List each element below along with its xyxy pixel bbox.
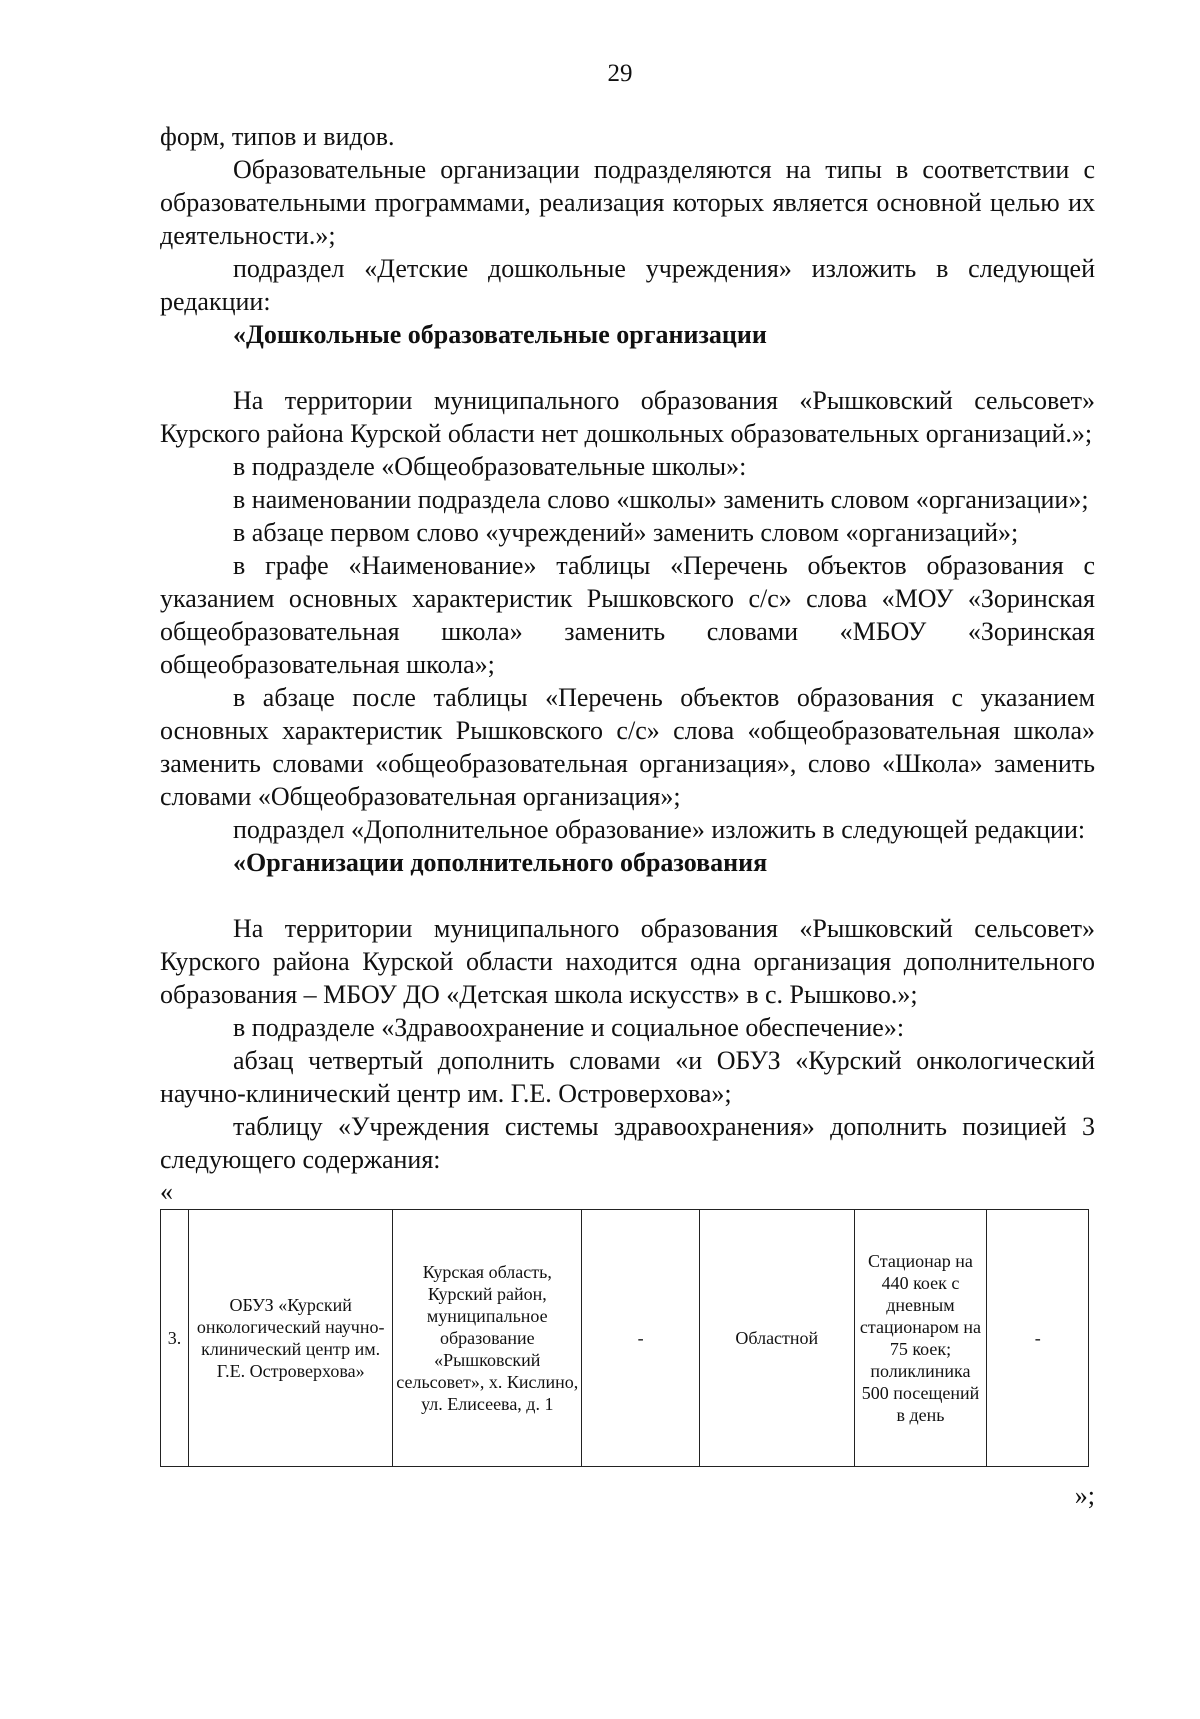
section-heading-additional-education: «Организации дополнительного образования	[233, 848, 768, 877]
paragraph: в абзаце после таблицы «Перечень объектов образования с указанием основных характеристик Рышковского с/с» слова «общеобразовательная школа» заменить словами «общеобразовательная организация», слово «Школа» заменить словами «Общеобразовательная организация»;	[160, 683, 1095, 811]
paragraph: подраздел «Детские дошкольные учреждения» изложить в следующей редакции:	[160, 254, 1095, 316]
paragraph: в подразделе «Здравоохранение и социальное обеспечение»:	[233, 1013, 905, 1042]
table-row	[161, 1210, 1089, 1467]
table-cell-empty: -	[582, 1210, 700, 1467]
paragraph: в подразделе «Общеобразовательные школы»:	[233, 452, 747, 481]
table-cell-empty: -	[987, 1210, 1089, 1467]
section-heading-preschool: «Дошкольные образовательные организации	[233, 320, 767, 349]
table-cell-level: Областной	[700, 1210, 854, 1467]
paragraph: таблицу «Учреждения системы здравоохранения» дополнить позицией 3 следующего содержания:	[160, 1112, 1095, 1174]
closing-quote-mark: »;	[1074, 1481, 1095, 1510]
paragraph: На территории муниципального образования «Рышковский сельсовет» Курского района Курской области нет дошкольных образовательных организаций.»;	[160, 386, 1095, 448]
paragraph: абзац четвертый дополнить словами «и ОБУЗ «Курский онкологический научно-клинический центр им. Г.Е. Островерхова»;	[160, 1046, 1095, 1108]
table-cell-name: ОБУЗ «Курский онкологический научно-клинический центр им. Г.Е. Островерхова»	[189, 1210, 393, 1467]
paragraph: На территории муниципального образования «Рышковский сельсовет» Курского района Курской области находится одна организация дополнительного образования – МБОУ ДО «Детская школа искусств» в с. Рышково.»;	[160, 914, 1095, 1009]
paragraph: в абзаце первом слово «учреждений» заменить словом «организаций»;	[233, 518, 1019, 547]
paragraph: подраздел «Дополнительное образование» изложить в следующей редакции:	[233, 815, 1086, 844]
paragraph: Образовательные организации подразделяются на типы в соответствии с образовательными программами, реализация которых является основной целью их деятельности.»;	[160, 155, 1095, 250]
table-cell-capacity: Стационар на 440 коек с дневным стационаром на 75 коек; поликлиника 500 посещений в день	[854, 1210, 987, 1467]
paragraph: в наименовании подраздела слово «школы» заменить словом «организации»;	[233, 485, 1089, 514]
document-body	[160, 120, 1095, 1512]
paragraph: форм, типов и видов.	[160, 122, 395, 151]
healthcare-institutions-table	[160, 1209, 1089, 1467]
page-number: 29	[607, 60, 633, 87]
table-cell-address: Курская область, Курский район, муниципальное образование «Рышковский сельсовет», х. Кислино, ул. Елисеева, д. 1	[393, 1210, 582, 1467]
opening-quote-mark: «	[160, 1177, 173, 1206]
table-cell-number: 3.	[161, 1210, 189, 1467]
paragraph: в графе «Наименование» таблицы «Перечень объектов образования с указанием основных характеристик Рышковского с/с» слова «МОУ «Зоринская общеобразовательная школа» заменить словами «МБОУ «Зоринская общеобразовательная школа»;	[160, 551, 1095, 679]
